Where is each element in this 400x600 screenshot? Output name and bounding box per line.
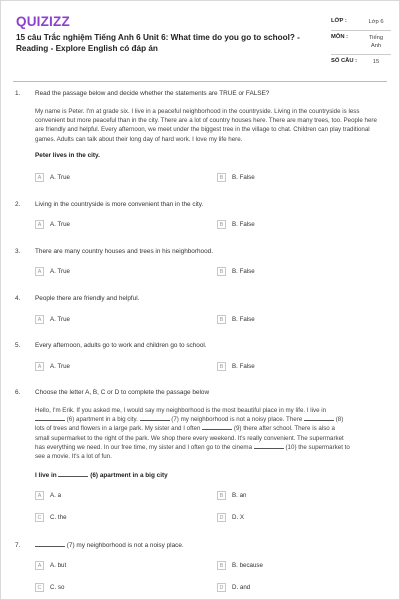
question-7-fragment: (7) my neighborhood is not a noisy place. xyxy=(66,542,184,549)
question-3-text: There are many country houses and trees in his neighborhood. xyxy=(35,248,213,255)
option-letter-box: D xyxy=(217,513,226,522)
question-1-text: Read the passage below and decide whether the statements are TRUE or FALSE? xyxy=(35,90,270,97)
header-divider xyxy=(13,81,387,82)
blank xyxy=(254,443,284,449)
blank xyxy=(35,541,65,547)
question-2-option-a[interactable] xyxy=(35,220,70,229)
passage-fragment: (10) the supermarket to xyxy=(285,443,350,451)
passage-line: small supermarket to the right of the park. We shop there every weekend. It's really convenient. The supermarket xyxy=(35,434,344,442)
statement-fragment: (6) apartment in a big city xyxy=(90,472,168,479)
question-6-option-d[interactable] xyxy=(217,513,244,522)
option-label: C. the xyxy=(50,514,67,521)
meta-subject-value: Tiếng Anh xyxy=(368,35,384,49)
question-6-statement xyxy=(35,471,168,479)
question-7-option-b[interactable] xyxy=(217,561,263,570)
question-6-passage xyxy=(35,406,387,461)
option-label: A. True xyxy=(50,316,70,323)
option-letter-box: A xyxy=(35,220,44,229)
statement-fragment: I live in xyxy=(35,472,57,479)
quizizz-logo: QUIZIZZ xyxy=(16,14,70,29)
passage-line: Hello, I'm Erik. If you asked me, I would say my neighborhood is the most beautiful place in my life. I live in xyxy=(35,407,327,414)
option-label: B. False xyxy=(232,268,255,275)
question-1-option-a[interactable] xyxy=(35,173,70,182)
question-6-option-b[interactable] xyxy=(217,491,246,500)
option-letter-box: B xyxy=(217,220,226,229)
option-letter-box: D xyxy=(217,583,226,592)
blank xyxy=(304,415,334,421)
question-2-option-b[interactable] xyxy=(217,220,255,229)
meta-class-value: Lớp 6 xyxy=(368,19,384,25)
meta-count-row xyxy=(331,55,391,70)
question-7-option-d[interactable] xyxy=(217,583,250,592)
question-5-option-b[interactable] xyxy=(217,362,255,371)
passage-fragment: lots of trees and flowers in a large park. My sister and I often xyxy=(35,425,201,433)
blank xyxy=(58,471,88,477)
option-label: D. and xyxy=(232,584,251,591)
option-letter-box: C xyxy=(35,583,44,592)
meta-panel xyxy=(331,15,391,70)
meta-class-label: LỚP : xyxy=(331,18,347,24)
option-letter-box: A xyxy=(35,561,44,570)
question-1-statement: Peter lives in the city. xyxy=(35,152,100,159)
option-label: B. False xyxy=(232,316,255,323)
option-letter-box: B xyxy=(217,491,226,500)
passage-fragment: (7) my neighborhood is not a noisy place. There xyxy=(171,416,303,424)
question-6-option-a[interactable] xyxy=(35,491,61,500)
question-6-number: 6. xyxy=(15,389,21,396)
question-1-number: 1. xyxy=(15,90,21,97)
question-7-option-c[interactable] xyxy=(35,583,64,592)
question-5-option-a[interactable] xyxy=(35,362,70,371)
option-letter-box: C xyxy=(35,513,44,522)
passage-line xyxy=(35,415,387,424)
question-4-option-b[interactable] xyxy=(217,315,255,324)
meta-class-row xyxy=(331,15,391,31)
option-label: B. False xyxy=(232,363,255,370)
question-2-number: 2. xyxy=(15,201,21,208)
question-5-text: Every afternoon, adults go to work and children go to school. xyxy=(35,342,207,349)
option-label: C. so xyxy=(50,584,65,591)
blank xyxy=(140,415,170,421)
meta-count-value: 15 xyxy=(372,59,380,65)
question-4-number: 4. xyxy=(15,295,21,302)
option-label: A. True xyxy=(50,221,70,228)
passage-fragment: (6) apartment in a big city. xyxy=(66,416,138,424)
question-1-option-b[interactable] xyxy=(217,173,255,182)
option-label: A. True xyxy=(50,268,70,275)
meta-count-label: SỐ CÂU : xyxy=(331,58,358,64)
option-letter-box: A xyxy=(35,491,44,500)
option-letter-box: A xyxy=(35,362,44,371)
option-label: B. False xyxy=(232,174,255,181)
question-1-passage: My name is Peter. I'm at grade six. I live in a peaceful neighborhood in the countryside. Living in the countryside is less convenient but more peaceful than in the city. There are a lot of country houses here. There are many trees, too. People here are friendly and helpful. Every afternoon, we meet under the biggest tree in the village to chat. Children can play traditional games. Adults can talk about their long day of hard work. I love my life here. xyxy=(35,108,377,143)
question-7-option-a[interactable] xyxy=(35,561,66,570)
option-letter-box: B xyxy=(217,561,226,570)
meta-subject-label: MÔN : xyxy=(331,34,349,40)
option-label: B. because xyxy=(232,562,263,569)
passage-fragment: has everything we need. In our free time, my sister and I often go to the cinema xyxy=(35,443,253,451)
question-5-number: 5. xyxy=(15,342,21,349)
option-letter-box: B xyxy=(217,173,226,182)
question-2-text: Living in the countryside is more convenient than in the city. xyxy=(35,201,204,208)
passage-line: see a movie. It's a lot of fun. xyxy=(35,453,112,461)
option-label: A. a xyxy=(50,492,62,499)
question-3-option-b[interactable] xyxy=(217,267,255,276)
question-6-text: Choose the letter A, B, C or D to complete the passage below xyxy=(35,389,210,396)
question-7-number: 7. xyxy=(15,542,21,549)
passage-line xyxy=(35,424,387,433)
blank xyxy=(35,415,65,421)
question-4-text: People there are friendly and helpful. xyxy=(35,295,140,302)
passage-fragment: (8) xyxy=(335,416,344,424)
option-label: A. but xyxy=(50,562,67,569)
passage-fragment: (9) there after school. There is also a xyxy=(233,425,335,433)
document-title: 15 câu Trắc nghiệm Tiếng Anh 6 Unit 6: What time do you go to school? - Reading - Explore English có đáp án xyxy=(16,33,300,53)
option-label: B. False xyxy=(232,221,255,228)
option-letter-box: B xyxy=(217,315,226,324)
option-letter-box: B xyxy=(217,267,226,276)
option-label: A. True xyxy=(50,174,70,181)
option-label: B. an xyxy=(232,492,247,499)
option-letter-box: A xyxy=(35,173,44,182)
option-letter-box: A xyxy=(35,267,44,276)
question-3-option-a[interactable] xyxy=(35,267,70,276)
blank xyxy=(202,424,232,430)
option-letter-box: A xyxy=(35,315,44,324)
question-3-number: 3. xyxy=(15,248,21,255)
passage-line xyxy=(35,443,387,452)
question-7-text xyxy=(35,541,385,550)
question-4-option-a[interactable] xyxy=(35,315,70,324)
meta-subject-row xyxy=(331,31,391,55)
question-6-option-c[interactable] xyxy=(35,513,67,522)
option-label: D. X xyxy=(232,514,245,521)
option-label: A. True xyxy=(50,363,70,370)
option-letter-box: B xyxy=(217,362,226,371)
